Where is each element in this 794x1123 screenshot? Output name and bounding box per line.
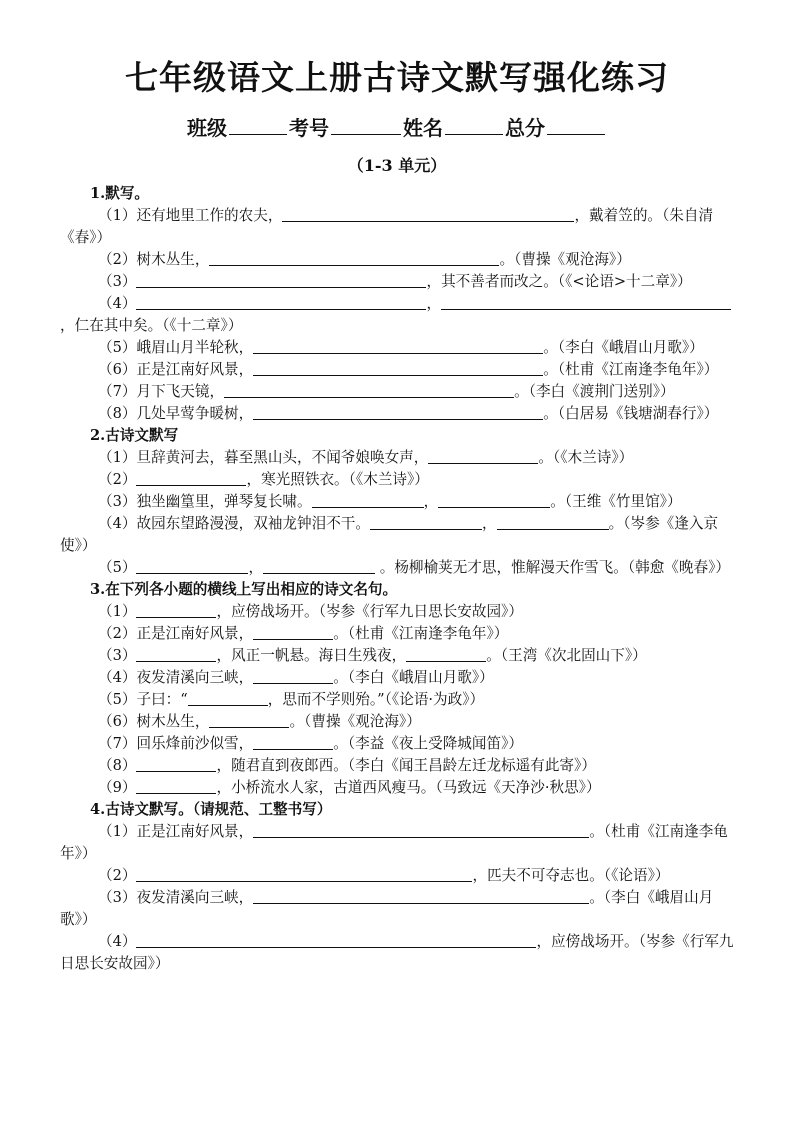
question-number: （5） [98,691,137,708]
question-number: （5） [98,559,137,576]
question-item [60,513,740,557]
answer-blank[interactable] [253,625,333,640]
answer-blank[interactable] [282,207,574,222]
class-label: 班级 [187,116,227,140]
question-item [60,777,740,799]
question-text: ，仁在其中矣。（《十二章》） [60,317,243,334]
answer-blank[interactable] [263,559,375,574]
question-text: ，应傍战场开。（岑参《行军九日思长安故园》） [60,933,734,972]
answer-blank[interactable] [370,515,482,530]
question-item [60,931,740,975]
question-item [60,403,740,425]
question-item [60,271,740,293]
question-text: 旦辞黄河去，暮至黑山头，不闻爷娘唤女声， [136,449,429,466]
question-number: （1） [98,603,137,620]
question-text: 树木丛生， [136,713,210,730]
question-text: 子曰：“ [136,691,188,708]
unit-range: （1-3 单元） [347,156,447,175]
question-text: 回乐烽前沙似雪， [136,735,254,752]
answer-blank[interactable] [312,493,424,508]
question-item [60,623,740,645]
answer-blank[interactable] [136,471,246,486]
question-text: ，匹夫不可夺志也。（《论语》） [472,867,670,884]
question-text: ， [423,493,439,510]
question-item [60,469,740,491]
question-text: 峨眉山月半轮秋， [136,339,254,356]
question-number: （6） [98,713,137,730]
question-number: （4） [98,669,137,686]
question-text: ，随君直到夜郎西。（李白《闻王昌龄左迁龙标遥有此寄》） [216,757,596,774]
question-text: ，思而不学则殆。”（《论语·为政》） [267,691,485,708]
question-number: （7） [98,383,137,400]
answer-blank[interactable] [253,669,333,684]
question-number: （4） [98,933,137,950]
question-number: （8） [98,405,137,422]
question-text: 正是江南好风景， [136,625,254,642]
question-text: 独坐幽篁里，弹琴复长啸。 [136,493,312,510]
question-number: （1） [98,823,137,840]
question-number: （9） [98,779,137,796]
section-heading: 4.古诗文默写。（请规范、工整书写） [90,801,332,818]
question-number: （3） [98,493,137,510]
question-item [60,689,740,711]
section-heading: 1.默写。 [90,185,150,202]
question-text: 。（李白《渡荆门送别》） [514,383,675,400]
score-field[interactable] [547,133,605,135]
answer-blank[interactable] [136,647,216,662]
question-item [60,337,740,359]
answer-blank[interactable] [136,559,248,574]
question-text: 正是江南好风景， [136,823,254,840]
question-number: （1） [98,207,137,224]
answer-blank[interactable] [209,251,499,266]
question-item [60,359,740,381]
answer-blank[interactable] [253,823,589,838]
question-text: 。（《木兰诗》） [538,449,634,466]
exam-no-label: 考号 [289,116,329,140]
question-text: 。（白居易《钱塘湖春行》） [543,405,719,422]
section-heading: 3.在下列各小题的横线上写出相应的诗文名句。 [90,581,398,598]
answer-blank[interactable] [406,647,486,662]
question-item [60,733,740,755]
question-item [60,205,740,249]
question-item [60,865,740,887]
question-number: （6） [98,361,137,378]
question-text: 。（杜甫《江南逢李龟年》） [333,625,509,642]
question-item [60,821,740,865]
question-text: 故园东望路漫漫，双袖龙钟泪不干。 [136,515,370,532]
answer-blank[interactable] [136,867,472,882]
question-text: 。（李白《峨眉山月歌》） [333,669,494,686]
answer-blank[interactable] [497,515,609,530]
question-text: ， [482,515,497,532]
question-text: 。（王维《竹里馆》） [550,493,682,510]
question-item [60,887,740,931]
answer-blank[interactable] [136,603,216,618]
question-number: （4） [98,295,137,312]
question-text: 。（李白《峨眉山月歌》） [543,339,704,356]
question-text: 。（曹操《观沧海》） [499,251,631,268]
question-text: ，应傍战场开。（岑参《行军九日思长安故园》） [216,603,523,620]
question-text: ，小桥流水人家，古道西风瘦马。（马致远《天净沙·秋思》） [216,779,601,796]
question-number: （7） [98,735,137,752]
question-item [60,381,740,403]
question-item [60,557,740,579]
section-heading: 2.古诗文默写 [90,427,179,444]
question-number: （2） [98,867,137,884]
question-number: （1） [98,449,137,466]
answer-blank[interactable] [253,361,543,376]
question-number: （2） [98,251,137,268]
question-number: （4） [98,515,137,532]
question-text: ，风正一帆悬。海日生残夜， [216,647,407,664]
answer-blank[interactable] [428,449,538,464]
answer-blank[interactable] [136,779,216,794]
question-item [60,711,740,733]
question-text: ，寒光照铁衣。（《木兰诗》） [246,471,429,488]
answer-blank[interactable] [441,295,731,310]
student-info-line [0,112,794,141]
question-text: 。（岑参《逢入京使》） [60,515,719,554]
question-text: 。（李益《夜上受降城闻笛》） [333,735,523,752]
answer-blank[interactable] [224,383,514,398]
question-number: （8） [98,757,137,774]
question-item [60,293,740,337]
question-text: 还有地里工作的农夫， [136,207,283,224]
question-text: ，戴着笠的。（朱自清《春》） [60,207,714,246]
question-item [60,755,740,777]
answer-blank[interactable] [136,757,216,772]
question-item [60,249,740,271]
answer-blank[interactable] [438,493,550,508]
question-text: 。（杜甫《江南逢李龟年》） [60,823,728,862]
question-item [60,601,740,623]
question-text: ， [426,295,442,312]
name-label: 姓名 [403,116,443,140]
page-title: 七年级语文上册古诗文默写强化练习 [125,58,669,97]
question-number: （3） [98,647,137,664]
question-text: ， [248,559,264,576]
question-item [60,667,740,689]
answer-blank[interactable] [136,273,426,288]
answer-blank[interactable] [136,295,426,310]
question-text: 。（王湾《次北固山下》） [486,647,647,664]
answer-blank[interactable] [253,735,333,750]
question-text: 夜发清溪向三峡， [136,889,254,906]
question-item [60,447,740,469]
question-number: （5） [98,339,137,356]
name-field[interactable] [445,133,503,135]
question-text: 夜发清溪向三峡， [136,669,254,686]
question-text: 。杨柳榆荚无才思，惟解漫天作雪飞。（韩愈《晚春》） [375,559,730,576]
question-number: （3） [98,889,137,906]
question-text: 月下飞天镜， [136,383,225,400]
answer-blank[interactable] [209,713,289,728]
answer-blank[interactable] [253,889,589,904]
answer-blank[interactable] [188,691,268,706]
question-text: 。（杜甫《江南逢李龟年》） [543,361,719,378]
exercise-content [60,183,740,975]
question-text: 几处早莺争暖树， [136,405,254,422]
answer-blank[interactable] [136,933,536,948]
answer-blank[interactable] [253,405,543,420]
exam-no-field[interactable] [331,133,401,135]
question-number: （2） [98,471,137,488]
question-text: 正是江南好风景， [136,361,254,378]
class-field[interactable] [229,133,287,135]
question-text: ，其不善者而改之。（《<论语>十二章》） [426,273,692,290]
question-text: 。（李白《峨眉山月歌》） [60,889,714,928]
question-text: 树木丛生， [136,251,210,268]
question-item [60,491,740,513]
question-item [60,645,740,667]
question-text: 。（曹操《观沧海》） [289,713,421,730]
question-number: （3） [98,273,137,290]
question-number: （2） [98,625,137,642]
answer-blank[interactable] [253,339,543,354]
score-label: 总分 [505,116,545,140]
